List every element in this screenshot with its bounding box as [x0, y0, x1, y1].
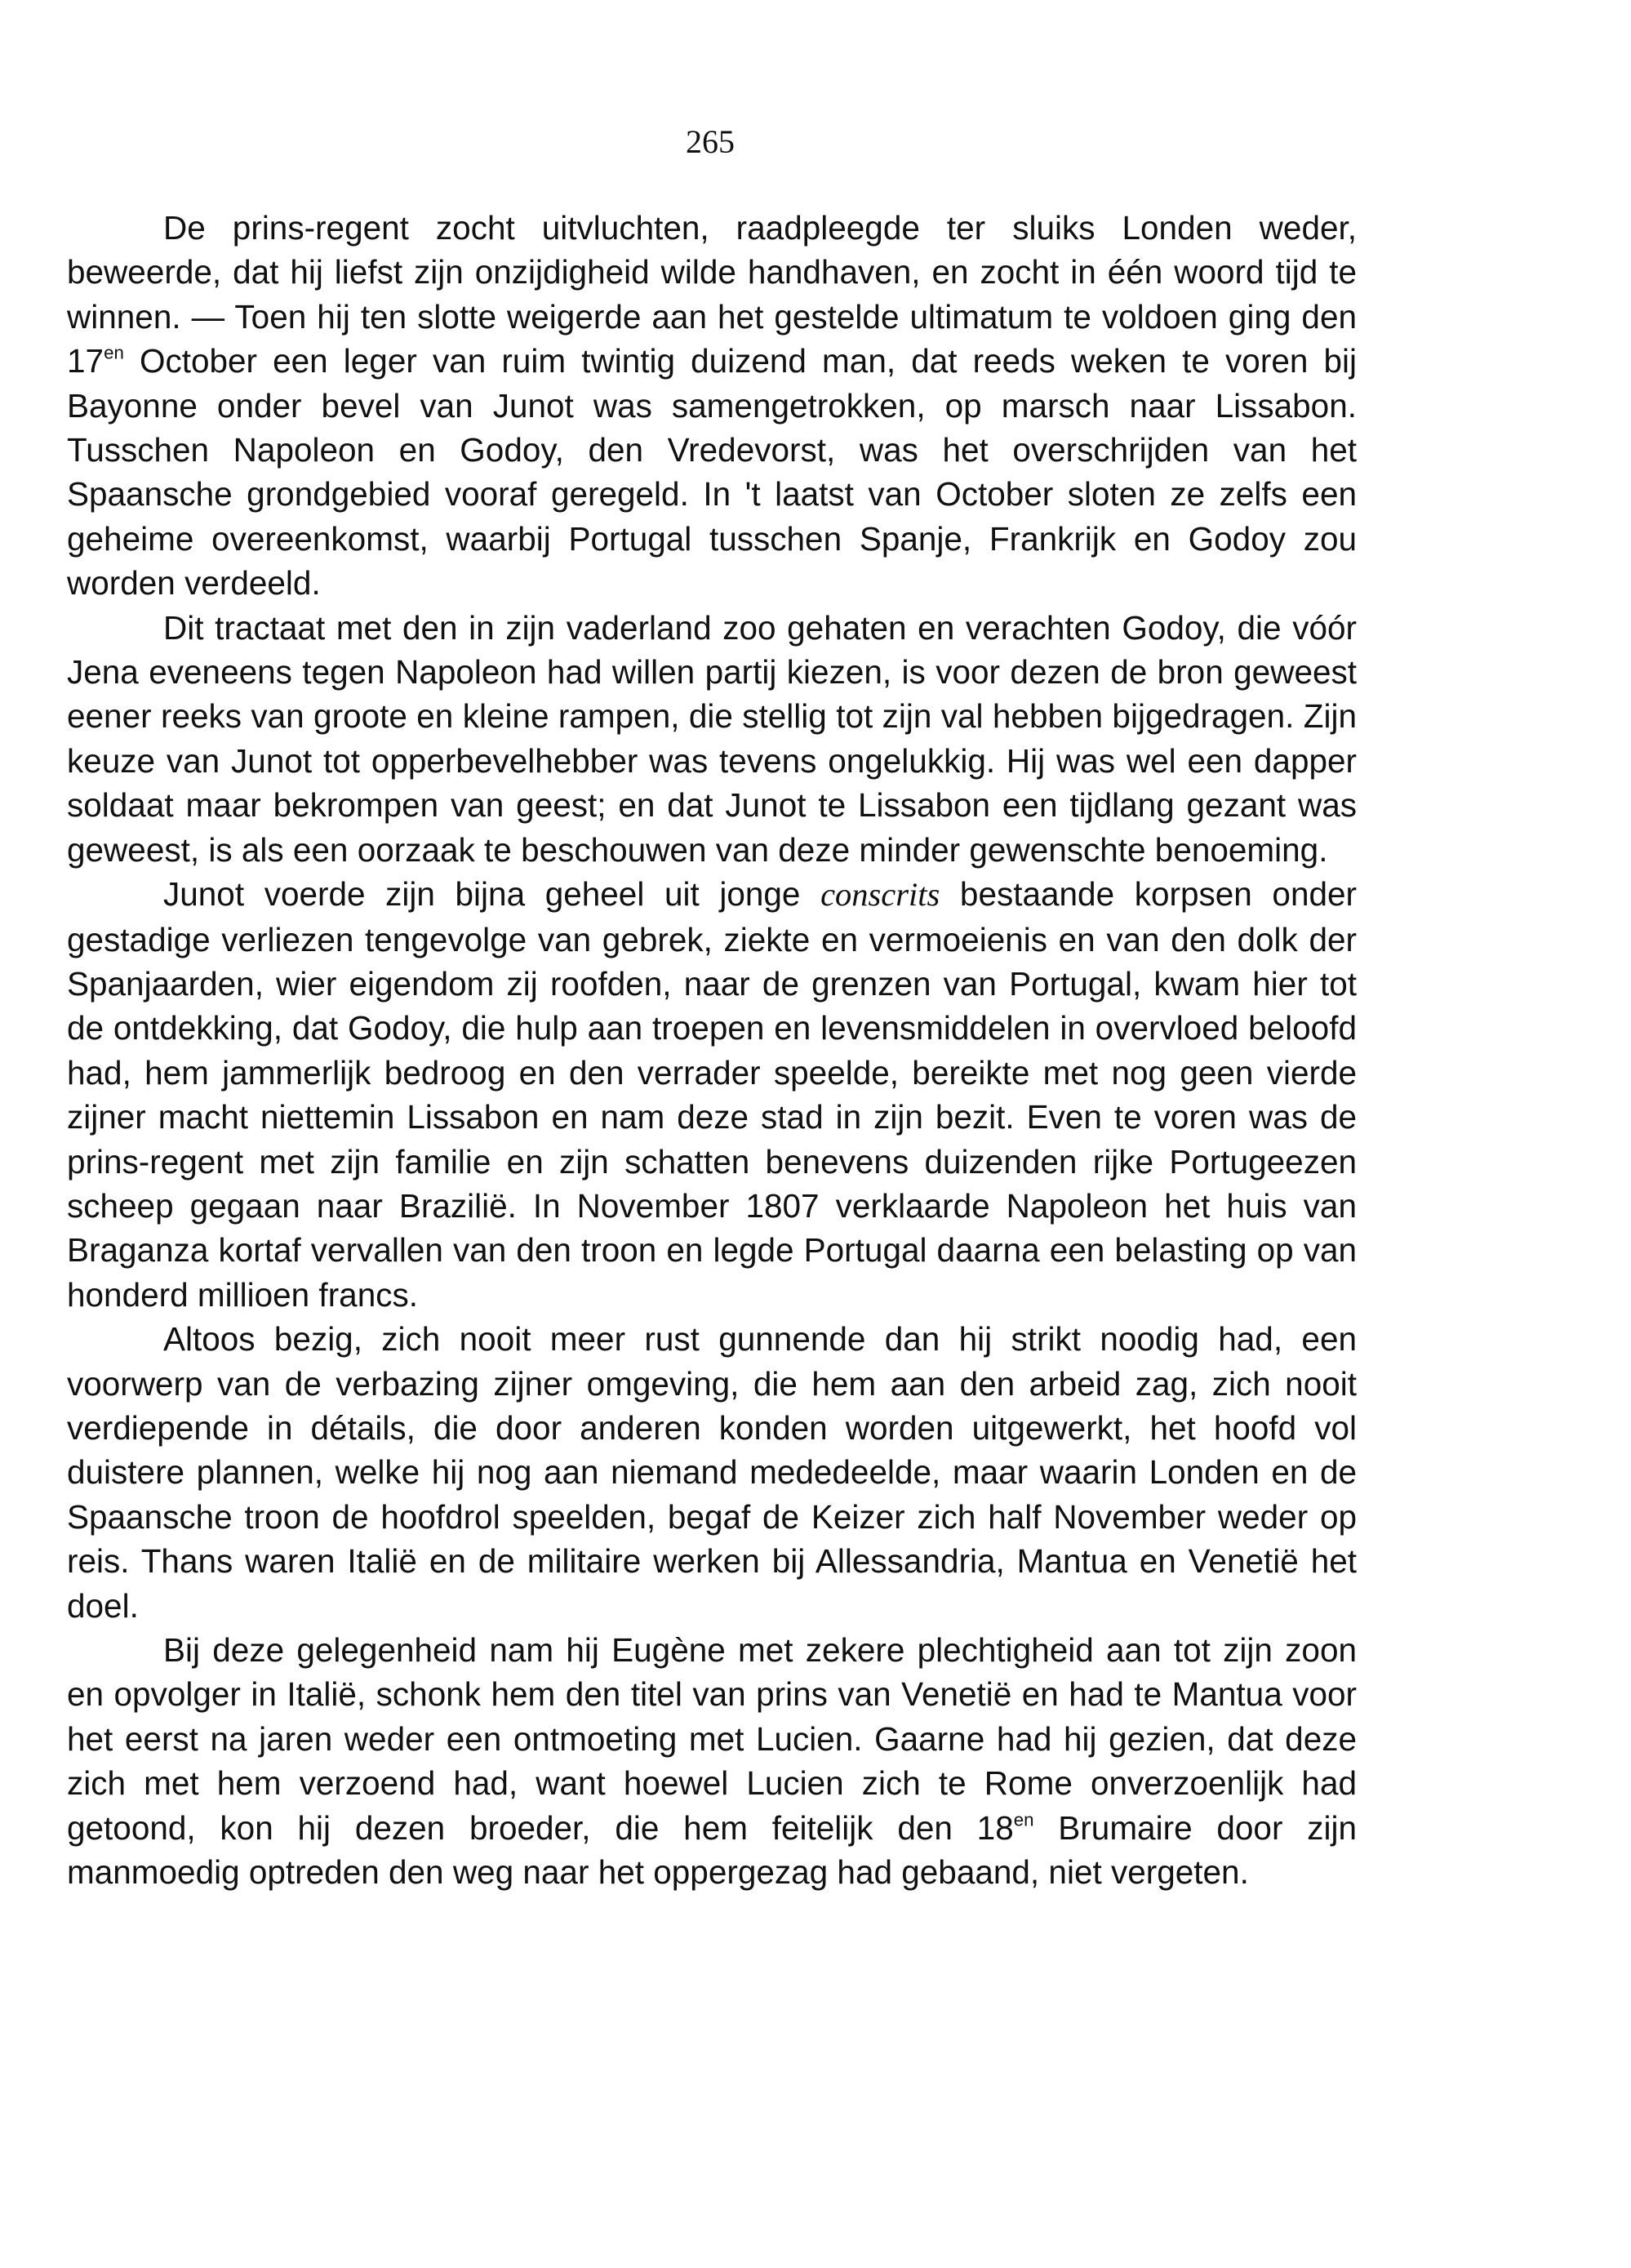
italic-term: conscrits	[820, 876, 940, 914]
paragraph-2: Dit tractaat met den in zijn vaderland zoo gehaten en verachten Godoy, die vóór Jena eveneens tegen Napoleon had willen partij kiezen, is voor dezen de bron geweest eener reeks van groote en kleine rampen, die stellig tot zijn val hebben bijgedragen. Zijn keuze van Junot tot opperbevelhebber was tevens ongelukkig. Hij was wel een dapper soldaat maar bekrompen van geest; en dat Junot te Lissabon een tijdlang gezant was geweest, is als een oorzaak te beschouwen van deze minder gewenschte benoeming.	[67, 608, 1357, 869]
paragraph-5	[67, 1628, 1357, 1894]
paragraph-3-text-cont: bestaande korpsen onder gestadige verliezen tengevolge van gebrek, ziekte en vermoeienis en van den dolk der Spanjaarden, wier eigendom zij roofden, naar de grenzen van Portugal, kwam hier tot de ontdekking, dat Godoy, die hulp aan troepen en levensmiddelen in overvloed beloofd had, hem jammerlijk bedroog en den verrader speelde, bereikte met nog geen vierde zijner macht niettemin Lissabon en nam deze stad in zijn bezit. Even te voren was de prins-regent met zijn familie en zijn schatten benevens duizenden rijke Portugeezen scheep gegaan naar Brazilië. In November 1807 verklaarde Napoleon het huis van Braganza kortaf vervallen van den troon en legde Portugal daarna een belasting op van honderd millioen francs.	[67, 875, 1357, 1314]
paragraph-3-text: Junot voerde zijn bijna geheel uit jonge	[163, 875, 821, 914]
paragraph-5-text: Bij deze gelegenheid nam hij Eugène met zekere plechtigheid aan tot zijn zoon en opvolger in Italië, schonk hem den titel van prins van Venetië en had te Mantua voor het eerst na jaren weder een ontmoeting met Lucien. Gaarne had hij gezien, dat deze zich met hem verzoend had, want hoewel Lucien zich te Rome onverzoenlijk had getoond, kon hij dezen broeder, die hem feitelijk den 18	[67, 1631, 1357, 1847]
paragraph-4: Altoos bezig, zich nooit meer rust gunnende dan hij strikt noodig had, een voorwerp van de verbazing zijner omgeving, die hem aan den arbeid zag, zich nooit verdiepende in détails, die door anderen konden worden uitgewerkt, het hoofd vol duistere plannen, welke hij nog aan niemand mededeelde, maar waarin Londen en de Spaansche troon de hoofdrol speelden, begaf de Keizer zich half November weder op reis. Thans waren Italië en de militaire werken bij Allessandria, Mantua en Venetië het doel.	[67, 1320, 1357, 1625]
ordinal-suffix: en	[104, 342, 124, 363]
paragraph-5-text-cont: Brumaire door zijn manmoedig optreden den weg naar het oppergezag had gebaand, niet vergeten.	[67, 1808, 1357, 1892]
paragraph-1-text-cont: October een leger van ruim twintig duizend man, dat reeds weken te voren bij Bayonne onder bevel van Junot was samengetrokken, op marsch naar Lissabon. Tusschen Napoleon en Godoy, den Vredevorst, was het overschrijden van het Spaansche grondgebied vooraf geregeld. In 't laatst van October sloten ze zelfs een geheime overeenkomst, waarbij Portugal tusschen Spanje, Frankrijk en Godoy zou worden verdeeld.	[67, 342, 1357, 603]
paragraph-1-text: De prins-regent zocht uitvluchten, raadpleegde ter sluiks Londen weder, beweerde, dat hij liefst zijn onzijdigheid wilde handhaven, en zocht in één woord tijd te winnen. — Toen hij ten slotte weigerde aan het gestelde ultimatum te voldoen ging den 17	[67, 209, 1357, 380]
paragraph-1	[67, 206, 1357, 606]
ordinal-suffix: en	[1013, 1808, 1034, 1830]
paragraph-3	[67, 872, 1357, 1317]
body-text	[67, 206, 1357, 1894]
page-number: 265	[686, 123, 735, 160]
